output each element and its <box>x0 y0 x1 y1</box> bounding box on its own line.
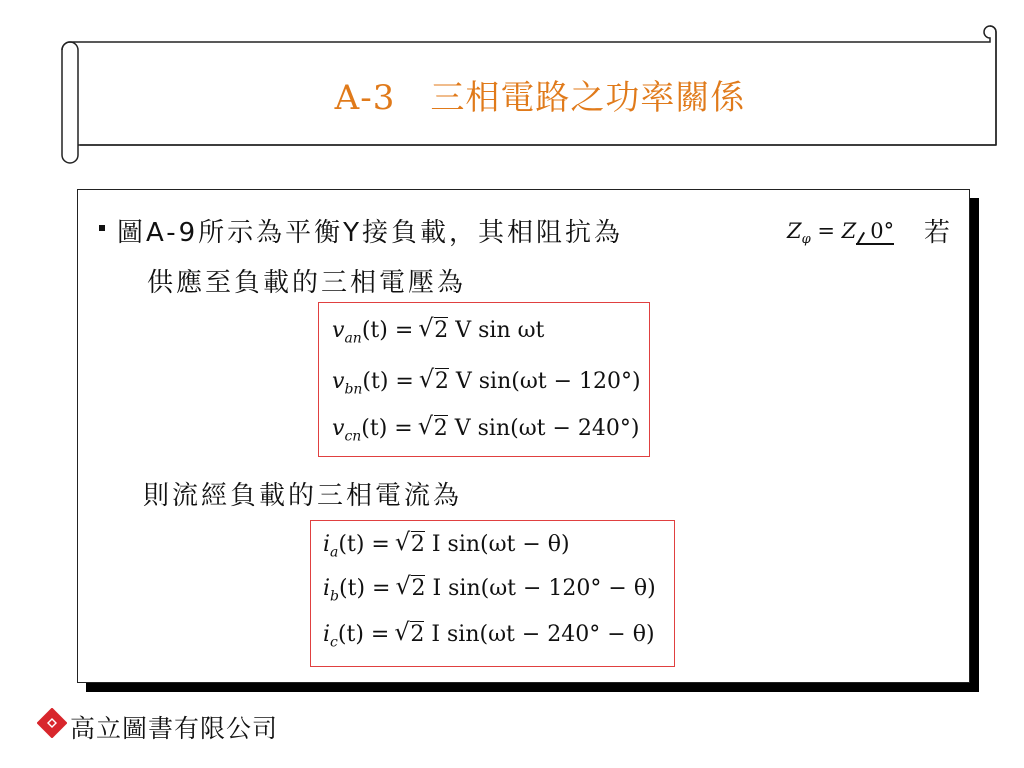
publisher-logo-icon <box>37 708 67 738</box>
current-eq-a: $i_a(t)$ = √ 2 I sin(ωt − θ) <box>323 532 570 560</box>
intro-line-1-tail: 若 <box>924 218 954 248</box>
angle-icon <box>856 219 894 245</box>
current-eq-c: $i_c(t)$ = √ 2 I sin(ωt − 240° − θ) <box>323 622 655 650</box>
voltage-eq-an: $v_{an}(t)$ = √ 2 V sin ωt <box>332 318 544 346</box>
intro-line-2: 供應至負載的三相電壓為 <box>147 268 467 298</box>
impedance-eq: = Z <box>810 219 857 243</box>
impedance-z: Z <box>787 219 802 243</box>
impedance-angle: 0° <box>870 219 895 243</box>
sqrt-icon: √ 2 <box>421 369 449 394</box>
page-title: A-3 三相電路之功率關係 <box>334 78 746 118</box>
current-eq-b: $i_b(t)$ = √ 2 I sin(ωt − 120° − θ) <box>323 576 656 604</box>
sqrt-icon: √ 2 <box>397 532 425 557</box>
sqrt-icon: √ 2 <box>397 576 425 601</box>
impedance-sub: φ <box>801 232 811 248</box>
sqrt-icon: √ 2 <box>396 622 424 647</box>
voltage-eq-cn: $v_{cn}(t)$ = √ 2 V sin(ωt − 240°) <box>332 416 639 444</box>
current-intro-line: 則流經負載的三相電流為 <box>143 481 463 511</box>
publisher-name: 高立圖書有限公司 <box>70 714 279 743</box>
sqrt-icon: √ 2 <box>420 318 448 343</box>
intro-line-1: 圖A-9所示為平衡Y接負載，其相阻抗為 <box>117 218 624 248</box>
voltage-eq-bn: $v_{bn}(t)$ = √ 2 V sin(ωt − 120°) <box>332 369 641 397</box>
sqrt-icon: √ 2 <box>420 416 448 441</box>
bullet-icon <box>99 225 105 231</box>
impedance-formula <box>787 219 894 247</box>
